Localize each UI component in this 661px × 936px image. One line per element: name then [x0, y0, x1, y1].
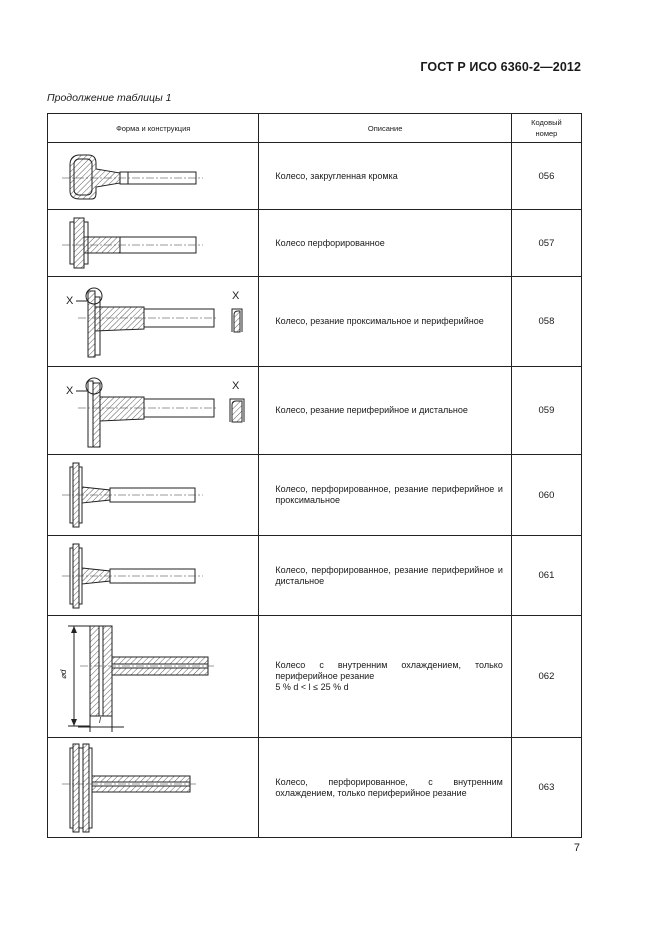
description-cell: Колесо с внутренним охлаждением, только периферийное резание 5 % d < l ≤ 25 % d	[259, 616, 511, 738]
detail-x-label: X	[232, 290, 240, 302]
code-cell: 061	[511, 536, 581, 616]
table-row	[48, 455, 582, 536]
header-description: Описание	[259, 114, 511, 143]
detail-x-label: X	[66, 295, 74, 307]
description-cell: Колесо, перфорированное, с внутренним охлаждением, только периферийное резание	[259, 738, 511, 838]
figure-cell	[48, 367, 259, 455]
table-row	[48, 367, 582, 455]
code-cell: 056	[511, 143, 581, 210]
wheel-peripheral-distal-figure	[48, 367, 259, 454]
description-cell: Колесо, закругленная кромка	[259, 143, 511, 210]
detail-x-label: X	[232, 380, 240, 392]
wheel-perforated-proximal-figure	[48, 455, 259, 535]
code-cell: 062	[511, 616, 581, 738]
code-cell: 060	[511, 455, 581, 536]
description-cell: Колесо, перфорированное, резание периферийное и дистальное	[259, 536, 511, 616]
code-cell: 057	[511, 210, 581, 277]
wheel-perforated-internal-cooling-figure	[48, 738, 259, 837]
table-row	[48, 143, 582, 210]
detail-x-label: X	[66, 385, 74, 397]
dimension-d-label: ⌀d	[59, 669, 68, 679]
header-shape: Форма и конструкция	[48, 114, 259, 143]
wheel-shapes-table	[47, 113, 582, 838]
standard-code: ГОСТ Р ИСО 6360-2—2012	[420, 60, 581, 74]
description-cell: Колесо, резание периферийное и дистальное	[259, 367, 511, 455]
code-cell: 058	[511, 277, 581, 367]
wheel-rounded-edge-figure	[48, 143, 259, 209]
figure-cell	[48, 210, 259, 277]
header-code: Кодовый номер	[511, 114, 581, 143]
dimension-l-label: l	[99, 716, 101, 725]
wheel-perforated-distal-figure	[48, 536, 259, 615]
code-cell: 059	[511, 367, 581, 455]
figure-cell	[48, 143, 259, 210]
figure-cell	[48, 738, 259, 838]
description-cell: Колесо перфорированное	[259, 210, 511, 277]
code-cell: 063	[511, 738, 581, 838]
page-number: 7	[573, 842, 580, 854]
description-cell: Колесо, резание проксимальное и периферийное	[259, 277, 511, 367]
figure-cell	[48, 536, 259, 616]
table-row	[48, 738, 582, 838]
wheel-internal-cooling-figure	[48, 616, 259, 737]
figure-cell	[48, 455, 259, 536]
wheel-proximal-peripheral-figure	[48, 277, 259, 366]
figure-cell	[48, 616, 259, 738]
table-caption: Продолжение таблицы 1	[47, 92, 172, 104]
table-row	[48, 536, 582, 616]
table-row	[48, 277, 582, 367]
table-header-row	[48, 114, 582, 143]
wheel-perforated-figure	[48, 210, 259, 276]
table-row	[48, 616, 582, 738]
description-cell: Колесо, перфорированное, резание периферийное и проксимальное	[259, 455, 511, 536]
table-row	[48, 210, 582, 277]
figure-cell	[48, 277, 259, 367]
